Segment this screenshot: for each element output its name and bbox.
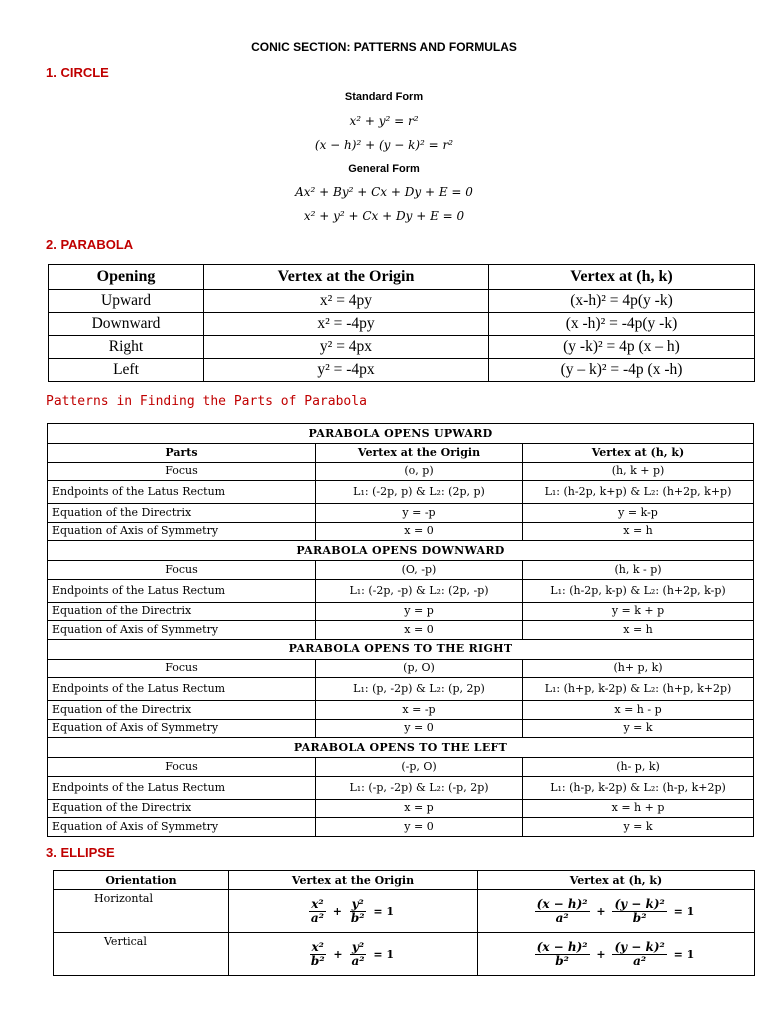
table-cell: x = 0 <box>316 621 523 640</box>
circle-standard-eq2: (x − h)² + (y − k)² = r² <box>314 138 454 152</box>
group-header-row <box>48 738 754 758</box>
numerator: (y − k)² <box>614 939 665 954</box>
table-cell: x = -p <box>316 701 523 720</box>
table-cell: Equation of the Directrix <box>48 701 316 720</box>
ellipse-origin-formula <box>229 890 478 933</box>
table-row <box>49 290 755 313</box>
circle-general-eq1: Ax² + By² + Cx + Dy + E = 0 <box>295 185 473 199</box>
table-cell: L₁: (h-2p, k-p) & L₂: (h+2p, k-p) <box>523 579 754 602</box>
column-header: Vertex at (h, k) <box>478 871 755 890</box>
numerator: y² <box>351 896 364 911</box>
table-row <box>48 561 754 580</box>
table-cell: L₁: (h-2p, k+p) & L₂: (h+2p, k+p) <box>523 481 754 504</box>
table-row <box>48 818 754 837</box>
equals-one: = 1 <box>373 947 395 961</box>
denominator: b² <box>632 910 647 925</box>
table-cell: x = h - p <box>523 701 754 720</box>
table-cell: y = 0 <box>316 719 523 738</box>
column-header: Parts <box>48 444 316 463</box>
denominator: b² <box>310 953 325 968</box>
table-cell: (h, k - p) <box>523 561 754 580</box>
table-row <box>48 462 754 481</box>
denominator: a² <box>555 910 569 925</box>
table-cell: x² = -4py <box>204 313 489 336</box>
table-cell: Equation of the Directrix <box>48 799 316 818</box>
table-cell: Endpoints of the Latus Rectum <box>48 481 316 504</box>
numerator: y² <box>351 939 365 954</box>
orientation-label: Horizontal <box>54 890 229 933</box>
numerator: (y − k)² <box>614 896 665 911</box>
table-row <box>48 504 754 523</box>
group-title: PARABOLA OPENS TO THE RIGHT <box>48 639 754 659</box>
table-cell: Focus <box>48 659 316 678</box>
table-cell: Equation of Axis of Symmetry <box>48 818 316 837</box>
group-header-row <box>48 424 754 444</box>
plus-sign: + <box>332 904 343 918</box>
table-cell: Focus <box>48 561 316 580</box>
table-row <box>48 776 754 799</box>
plus-sign: + <box>333 947 343 961</box>
fraction <box>309 898 326 925</box>
table-row <box>48 701 754 720</box>
ellipse-table <box>53 870 755 976</box>
table-cell: y = p <box>316 602 523 621</box>
ellipse-hk-formula <box>478 890 755 933</box>
table-row <box>54 890 755 933</box>
table-cell: Equation of the Directrix <box>48 504 316 523</box>
table-header-row <box>54 871 755 890</box>
table-cell: (h- p, k) <box>523 758 754 777</box>
table-cell: (x-h)² = 4p(y -k) <box>489 290 755 313</box>
table-cell: L₁: (h+p, k-2p) & L₂: (h+p, k+2p) <box>523 678 754 701</box>
denominator: b² <box>555 953 569 968</box>
table-cell: (y – k)² = -4p (x -h) <box>489 359 755 382</box>
fraction <box>349 898 367 925</box>
plus-sign: + <box>596 904 606 918</box>
numerator: x² <box>311 896 324 911</box>
table-cell: (-p, O) <box>316 758 523 777</box>
table-cell: L₁: (p, -2p) & L₂: (p, 2p) <box>316 678 523 701</box>
table-cell: L₁: (-2p, -p) & L₂: (2p, -p) <box>316 579 523 602</box>
fraction <box>612 898 666 925</box>
column-header: Orientation <box>54 871 229 890</box>
table-row <box>48 602 754 621</box>
table-cell: Equation of Axis of Symmetry <box>48 621 316 640</box>
table-cell: Upward <box>49 290 204 313</box>
table-cell: Equation of the Directrix <box>48 602 316 621</box>
table-cell: Right <box>49 336 204 359</box>
equals-one: = 1 <box>373 904 395 918</box>
denominator: a² <box>633 953 647 968</box>
parabola-equations-table <box>48 264 755 382</box>
ellipse-origin-formula <box>229 933 478 976</box>
table-cell: Downward <box>49 313 204 336</box>
column-header: Vertex at the Origin <box>229 871 478 890</box>
table-row <box>48 659 754 678</box>
table-row <box>48 579 754 602</box>
table-cell: x = h + p <box>523 799 754 818</box>
table-cell: L₁: (-2p, p) & L₂: (2p, p) <box>316 481 523 504</box>
table-cell: Equation of Axis of Symmetry <box>48 719 316 738</box>
table-cell: L₁: (h-p, k-2p) & L₂: (h-p, k+2p) <box>523 776 754 799</box>
parabola-parts-table <box>47 423 754 837</box>
table-cell: y = k-p <box>523 504 754 523</box>
standard-form-label: Standard Form <box>344 91 424 103</box>
table-cell: y² = -4px <box>204 359 489 382</box>
page-title: CONIC SECTION: PATTERNS AND FORMULAS <box>251 40 517 54</box>
table-row <box>48 621 754 640</box>
numerator: (x − h)² <box>536 896 588 911</box>
table-cell: (y -k)² = 4p (x – h) <box>489 336 755 359</box>
table-cell: y = k + p <box>523 602 754 621</box>
table-cell: y = k <box>523 719 754 738</box>
table-row <box>49 336 755 359</box>
general-form-label: General Form <box>348 163 420 175</box>
table-header-row <box>48 444 754 463</box>
denominator: a² <box>310 910 324 925</box>
denominator: b² <box>350 910 365 925</box>
table-cell: x = h <box>523 522 754 541</box>
column-header: Opening <box>49 265 204 290</box>
table-cell: L₁: (-p, -2p) & L₂: (-p, 2p) <box>316 776 523 799</box>
fraction <box>612 941 666 968</box>
orientation-label: Vertical <box>54 933 229 976</box>
table-cell: y = k <box>523 818 754 837</box>
table-header-row <box>49 265 755 290</box>
table-cell: Endpoints of the Latus Rectum <box>48 579 316 602</box>
numerator: x² <box>311 939 324 954</box>
table-row <box>48 799 754 818</box>
group-title: PARABOLA OPENS UPWARD <box>48 424 754 444</box>
denominator: a² <box>351 953 365 968</box>
table-row <box>48 719 754 738</box>
table-row <box>49 313 755 336</box>
table-cell: (p, O) <box>316 659 523 678</box>
table-cell: Endpoints of the Latus Rectum <box>48 776 316 799</box>
table-cell: x² = 4py <box>204 290 489 313</box>
table-cell: x = h <box>523 621 754 640</box>
table-row <box>48 522 754 541</box>
ellipse-hk-formula <box>478 933 755 976</box>
column-header: Vertex at (h, k) <box>489 265 755 290</box>
group-header-row <box>48 639 754 659</box>
circle-standard-eq1: x² + y² = r² <box>349 114 419 128</box>
table-cell: y = -p <box>316 504 523 523</box>
patterns-title: Patterns in Finding the Parts of Parabola <box>46 394 367 409</box>
column-header: Vertex at the Origin <box>204 265 489 290</box>
circle-general-eq2: x² + y² + Cx + Dy + E = 0 <box>303 209 465 223</box>
equals-one: = 1 <box>673 904 695 918</box>
group-header-row <box>48 541 754 561</box>
plus-sign: + <box>596 947 606 961</box>
column-header: Vertex at (h, k) <box>523 444 754 463</box>
table-cell: Left <box>49 359 204 382</box>
numerator: (x − h)² <box>536 939 588 954</box>
group-title: PARABOLA OPENS DOWNWARD <box>48 541 754 561</box>
table-cell: (o, p) <box>316 462 523 481</box>
ellipse-heading: 3. ELLIPSE <box>46 845 115 860</box>
fraction <box>535 898 590 925</box>
table-cell: (O, -p) <box>316 561 523 580</box>
fraction <box>535 941 590 968</box>
table-cell: Endpoints of the Latus Rectum <box>48 678 316 701</box>
table-cell: y = 0 <box>316 818 523 837</box>
table-cell: x = 0 <box>316 522 523 541</box>
table-cell: x = p <box>316 799 523 818</box>
table-row <box>48 481 754 504</box>
fraction <box>309 941 327 968</box>
table-cell: y² = 4px <box>204 336 489 359</box>
table-cell: Focus <box>48 462 316 481</box>
circle-heading: 1. CIRCLE <box>46 65 109 80</box>
group-title: PARABOLA OPENS TO THE LEFT <box>48 738 754 758</box>
table-cell: Focus <box>48 758 316 777</box>
table-cell: Equation of Axis of Symmetry <box>48 522 316 541</box>
table-row <box>48 678 754 701</box>
fraction <box>349 941 366 968</box>
table-cell: (h+ p, k) <box>523 659 754 678</box>
table-row <box>49 359 755 382</box>
table-cell: (x -h)² = -4p(y -k) <box>489 313 755 336</box>
table-cell: (h, k + p) <box>523 462 754 481</box>
equals-one: = 1 <box>673 947 695 961</box>
table-row <box>54 933 755 976</box>
parabola-heading: 2. PARABOLA <box>46 237 134 252</box>
column-header: Vertex at the Origin <box>316 444 523 463</box>
table-row <box>48 758 754 777</box>
